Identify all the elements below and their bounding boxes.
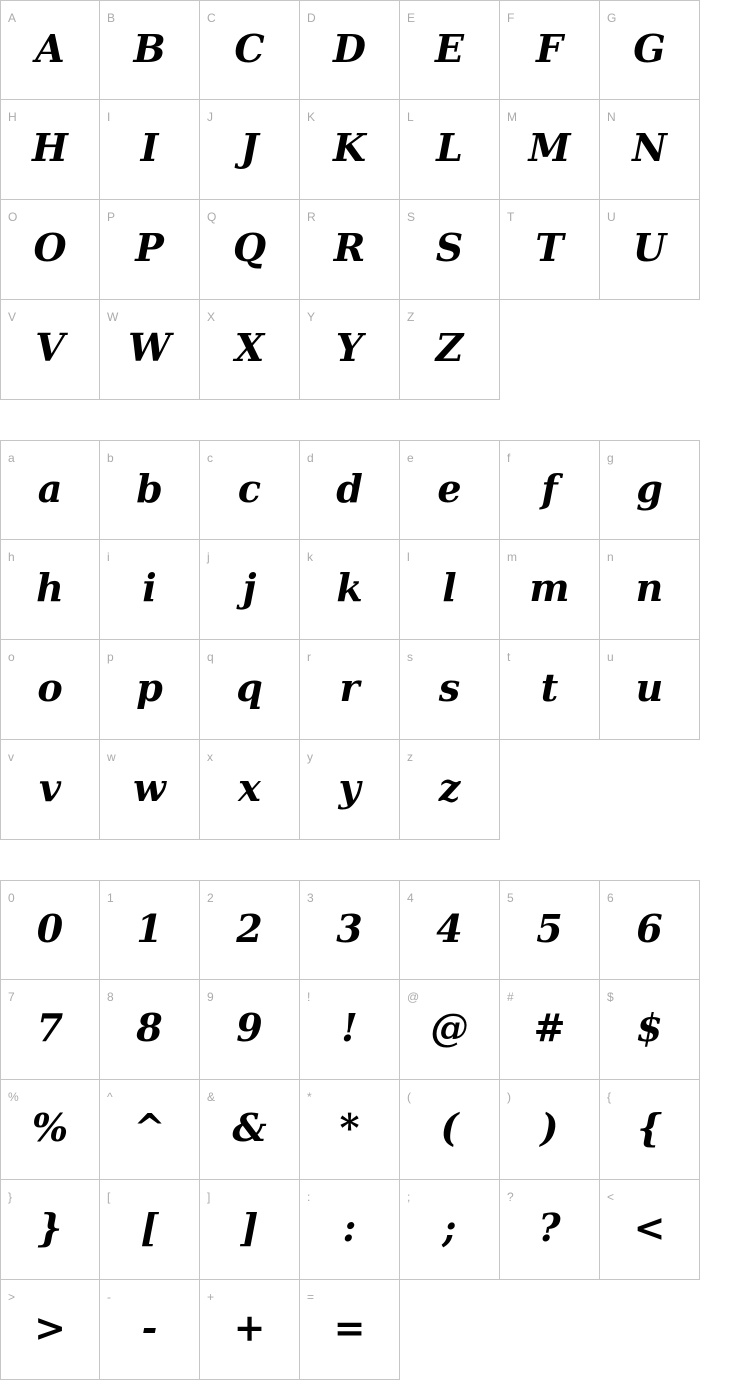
char-cell: [100, 980, 200, 1080]
char-glyph: S: [435, 225, 464, 270]
char-corner-label: x: [207, 750, 213, 764]
char-corner-label: [: [107, 1190, 111, 1204]
char-cell: [300, 1180, 400, 1280]
char-corner-label: <: [607, 1190, 615, 1204]
char-corner-label: #: [507, 990, 514, 1004]
char-cell: [600, 1080, 700, 1180]
char-glyph: 1: [136, 906, 163, 951]
char-corner-label: $: [607, 990, 614, 1004]
char-glyph: >: [34, 1305, 66, 1350]
char-cell: [400, 1180, 500, 1280]
char-glyph: #: [533, 1005, 566, 1050]
char-glyph: m: [529, 565, 570, 610]
char-glyph: <: [633, 1205, 666, 1250]
char-glyph: }: [37, 1205, 63, 1250]
char-corner-label: Q: [207, 210, 217, 224]
char-corner-label: 3: [307, 891, 314, 905]
char-corner-label: ?: [507, 1190, 514, 1204]
char-cell: [200, 740, 300, 840]
char-glyph: W: [128, 325, 171, 370]
char-cell: [200, 1080, 300, 1180]
char-corner-label: +: [207, 1290, 215, 1304]
char-glyph: r: [339, 665, 360, 710]
char-corner-label: -: [107, 1290, 111, 1304]
char-cell: [100, 1180, 200, 1280]
char-corner-label: ): [507, 1090, 511, 1104]
char-glyph: L: [436, 125, 463, 170]
char-glyph: X: [234, 325, 265, 370]
char-glyph: ;: [442, 1205, 457, 1250]
char-corner-label: q: [207, 650, 214, 664]
char-corner-label: H: [8, 110, 17, 124]
char-cell: [100, 540, 200, 640]
char-corner-label: A: [8, 11, 17, 25]
char-glyph: i: [142, 565, 157, 610]
char-glyph: J: [240, 125, 259, 170]
char-cell: [400, 540, 500, 640]
char-corner-label: E: [407, 11, 416, 25]
char-cell: [500, 540, 600, 640]
char-glyph: l: [442, 565, 457, 610]
char-glyph: q: [236, 665, 263, 710]
char-glyph: 8: [136, 1005, 163, 1050]
char-cell: [200, 640, 300, 740]
char-cell: [600, 980, 700, 1080]
char-glyph: h: [36, 565, 64, 610]
char-corner-label: W: [107, 310, 119, 324]
char-corner-label: 5: [507, 891, 514, 905]
char-corner-label: 4: [407, 891, 414, 905]
char-corner-label: ;: [407, 1190, 411, 1204]
char-cell: [500, 640, 600, 740]
char-corner-label: Z: [407, 310, 415, 324]
char-glyph: {: [637, 1105, 662, 1150]
char-corner-label: 6: [607, 891, 614, 905]
char-corner-label: 2: [207, 891, 214, 905]
char-glyph: s: [438, 665, 461, 710]
char-corner-label: t: [507, 650, 511, 664]
char-glyph: $: [636, 1005, 663, 1050]
char-cell: [0, 740, 100, 840]
char-cell: [200, 880, 300, 980]
char-glyph: 4: [436, 906, 463, 951]
char-glyph: e: [437, 466, 462, 511]
char-cell: [400, 880, 500, 980]
char-glyph: E: [435, 26, 464, 71]
char-cell: [300, 200, 400, 300]
char-corner-label: a: [8, 451, 15, 465]
char-glyph: 9: [236, 1005, 263, 1050]
char-cell: [300, 440, 400, 540]
char-cell: [100, 200, 200, 300]
char-glyph: c: [237, 466, 262, 511]
char-corner-label: B: [107, 11, 116, 25]
char-cell: [0, 880, 100, 980]
char-cell: [500, 1180, 600, 1280]
char-glyph: D: [333, 26, 366, 71]
char-glyph: F: [536, 26, 563, 71]
char-cell: [0, 1180, 100, 1280]
char-corner-label: p: [107, 650, 114, 664]
char-corner-label: O: [8, 210, 18, 224]
char-glyph: -: [141, 1305, 158, 1350]
char-glyph: ): [540, 1105, 559, 1150]
symbols-table: [0, 880, 700, 1380]
char-cell: [200, 0, 300, 100]
char-corner-label: F: [507, 11, 515, 25]
char-glyph: o: [37, 665, 63, 710]
char-corner-label: Y: [307, 310, 316, 324]
char-glyph: I: [140, 125, 159, 170]
char-glyph: V: [35, 325, 65, 370]
char-corner-label: :: [307, 1190, 311, 1204]
char-glyph: +: [233, 1305, 266, 1350]
char-cell: [0, 640, 100, 740]
char-corner-label: L: [407, 110, 414, 124]
char-cell: [400, 300, 500, 400]
char-cell: [600, 100, 700, 200]
char-cell: [100, 440, 200, 540]
char-cell: [100, 100, 200, 200]
char-corner-label: r: [307, 650, 311, 664]
char-cell: [100, 640, 200, 740]
char-glyph: ^: [133, 1105, 166, 1150]
char-corner-label: e: [407, 451, 414, 465]
char-cell: [600, 1180, 700, 1280]
char-corner-label: n: [607, 550, 614, 564]
char-cell: [500, 440, 600, 540]
char-cell: [500, 1080, 600, 1180]
char-glyph: =: [333, 1305, 366, 1350]
char-cell: [300, 0, 400, 100]
char-cell: [0, 1280, 100, 1380]
char-corner-label: o: [8, 650, 15, 664]
char-glyph: z: [438, 765, 461, 810]
char-cell: [500, 980, 600, 1080]
char-cell: [500, 0, 600, 100]
char-cell: [200, 540, 300, 640]
char-glyph: A: [35, 26, 65, 71]
char-cell: [300, 540, 400, 640]
char-cell: [400, 0, 500, 100]
char-cell: [200, 1180, 300, 1280]
char-cell: [500, 100, 600, 200]
char-glyph: N: [632, 125, 667, 170]
char-glyph: f: [541, 466, 558, 511]
char-cell: [400, 1080, 500, 1180]
char-glyph: 6: [636, 906, 663, 951]
char-glyph: ]: [240, 1205, 259, 1250]
char-glyph: K: [332, 125, 367, 170]
char-corner-label: 9: [207, 990, 214, 1004]
char-cell: [600, 640, 700, 740]
uppercase-table: [0, 0, 700, 400]
char-cell: [300, 640, 400, 740]
char-corner-label: j: [207, 550, 210, 564]
char-glyph: 7: [36, 1005, 64, 1050]
char-corner-label: K: [307, 110, 316, 124]
char-cell: [0, 540, 100, 640]
char-glyph: w: [133, 765, 166, 810]
char-corner-label: ^: [107, 1090, 113, 1104]
char-cell: [100, 0, 200, 100]
char-glyph: v: [38, 765, 62, 810]
char-corner-label: T: [507, 210, 515, 224]
char-corner-label: g: [607, 451, 614, 465]
char-corner-label: N: [607, 110, 616, 124]
char-glyph: &: [232, 1105, 267, 1150]
char-glyph: d: [336, 466, 363, 511]
char-glyph: p: [136, 665, 163, 710]
char-cell: [300, 300, 400, 400]
char-cell: [100, 1280, 200, 1380]
char-cell: [400, 100, 500, 200]
char-corner-label: ]: [207, 1190, 211, 1204]
char-corner-label: >: [8, 1290, 16, 1304]
char-corner-label: (: [407, 1090, 411, 1104]
char-cell: [600, 540, 700, 640]
char-cell: [100, 880, 200, 980]
char-glyph: @: [430, 1005, 469, 1050]
char-glyph: k: [336, 565, 363, 610]
char-cell: [200, 1280, 300, 1380]
char-cell: [300, 100, 400, 200]
char-corner-label: s: [407, 650, 413, 664]
char-cell: [0, 440, 100, 540]
char-cell: [0, 200, 100, 300]
char-corner-label: c: [207, 451, 213, 465]
char-corner-label: b: [107, 451, 114, 465]
char-cell: [200, 200, 300, 300]
char-glyph: Q: [232, 225, 267, 270]
char-glyph: [: [140, 1205, 159, 1250]
char-corner-label: 0: [8, 891, 15, 905]
char-glyph: H: [32, 125, 68, 170]
char-corner-label: *: [307, 1090, 312, 1104]
char-cell: [300, 1080, 400, 1180]
char-cell: [200, 440, 300, 540]
char-glyph: !: [341, 1005, 358, 1050]
char-corner-label: 1: [107, 891, 114, 905]
char-cell: [100, 740, 200, 840]
char-corner-label: w: [107, 750, 116, 764]
char-glyph: t: [540, 665, 559, 710]
char-corner-label: I: [107, 110, 111, 124]
char-cell: [400, 200, 500, 300]
char-corner-label: m: [507, 550, 517, 564]
char-corner-label: i: [107, 550, 110, 564]
char-corner-label: D: [307, 11, 316, 25]
char-corner-label: h: [8, 550, 15, 564]
lowercase-table: [0, 440, 700, 840]
char-corner-label: v: [8, 750, 14, 764]
char-corner-label: 7: [8, 990, 15, 1004]
char-cell: [200, 100, 300, 200]
char-corner-label: 8: [107, 990, 114, 1004]
char-cell: [100, 1080, 200, 1180]
char-cell: [500, 200, 600, 300]
char-glyph: u: [635, 665, 664, 710]
char-corner-label: !: [307, 990, 311, 1004]
char-glyph: T: [535, 225, 564, 270]
char-corner-label: V: [8, 310, 17, 324]
char-glyph: 3: [336, 906, 363, 951]
char-glyph: R: [333, 225, 366, 270]
char-cell: [600, 440, 700, 540]
char-glyph: Z: [435, 325, 464, 370]
char-glyph: :: [342, 1205, 357, 1250]
char-glyph: P: [135, 225, 164, 270]
char-corner-label: }: [8, 1190, 13, 1204]
char-corner-label: y: [307, 750, 313, 764]
char-glyph: U: [632, 225, 667, 270]
char-cell: [400, 980, 500, 1080]
char-glyph: 0: [36, 906, 64, 951]
char-glyph: %: [31, 1105, 69, 1150]
char-cell: [200, 980, 300, 1080]
char-glyph: 5: [536, 906, 563, 951]
char-corner-label: %: [8, 1090, 19, 1104]
char-glyph: y: [338, 765, 361, 810]
char-corner-label: X: [207, 310, 216, 324]
char-glyph: j: [242, 565, 257, 610]
char-corner-label: C: [207, 11, 216, 25]
char-cell: [0, 300, 100, 400]
char-glyph: *: [339, 1105, 360, 1150]
char-corner-label: =: [307, 1290, 315, 1304]
char-glyph: x: [238, 765, 261, 810]
char-cell: [600, 200, 700, 300]
char-corner-label: R: [307, 210, 316, 224]
char-corner-label: l: [407, 550, 410, 564]
char-corner-label: k: [307, 550, 313, 564]
char-glyph: ?: [538, 1205, 561, 1250]
char-corner-label: {: [607, 1090, 612, 1104]
char-corner-label: G: [607, 11, 617, 25]
char-cell: [400, 640, 500, 740]
char-glyph: (: [440, 1105, 459, 1150]
char-corner-label: @: [407, 990, 420, 1004]
char-glyph: a: [37, 466, 63, 511]
char-cell: [300, 740, 400, 840]
char-glyph: 2: [236, 906, 263, 951]
char-cell: [100, 300, 200, 400]
char-corner-label: z: [407, 750, 413, 764]
char-cell: [200, 300, 300, 400]
char-cell: [300, 980, 400, 1080]
char-glyph: n: [635, 565, 664, 610]
char-cell: [600, 0, 700, 100]
char-cell: [400, 740, 500, 840]
char-cell: [500, 880, 600, 980]
char-cell: [0, 980, 100, 1080]
char-cell: [300, 880, 400, 980]
char-corner-label: f: [507, 451, 511, 465]
char-cell: [0, 1080, 100, 1180]
char-glyph: Y: [335, 325, 364, 370]
char-glyph: B: [133, 26, 166, 71]
char-corner-label: M: [507, 110, 517, 124]
char-glyph: M: [528, 125, 571, 170]
char-corner-label: P: [107, 210, 116, 224]
char-corner-label: d: [307, 451, 314, 465]
char-corner-label: U: [607, 210, 616, 224]
char-cell: [300, 1280, 400, 1380]
char-corner-label: &: [207, 1090, 216, 1104]
char-corner-label: S: [407, 210, 416, 224]
char-glyph: G: [633, 26, 666, 71]
char-glyph: g: [636, 466, 663, 511]
char-glyph: O: [33, 225, 67, 270]
char-cell: [0, 0, 100, 100]
char-cell: [400, 440, 500, 540]
char-cell: [0, 100, 100, 200]
char-glyph: b: [136, 466, 163, 511]
char-corner-label: u: [607, 650, 614, 664]
char-cell: [600, 880, 700, 980]
char-glyph: C: [234, 26, 265, 71]
char-corner-label: J: [207, 110, 213, 124]
